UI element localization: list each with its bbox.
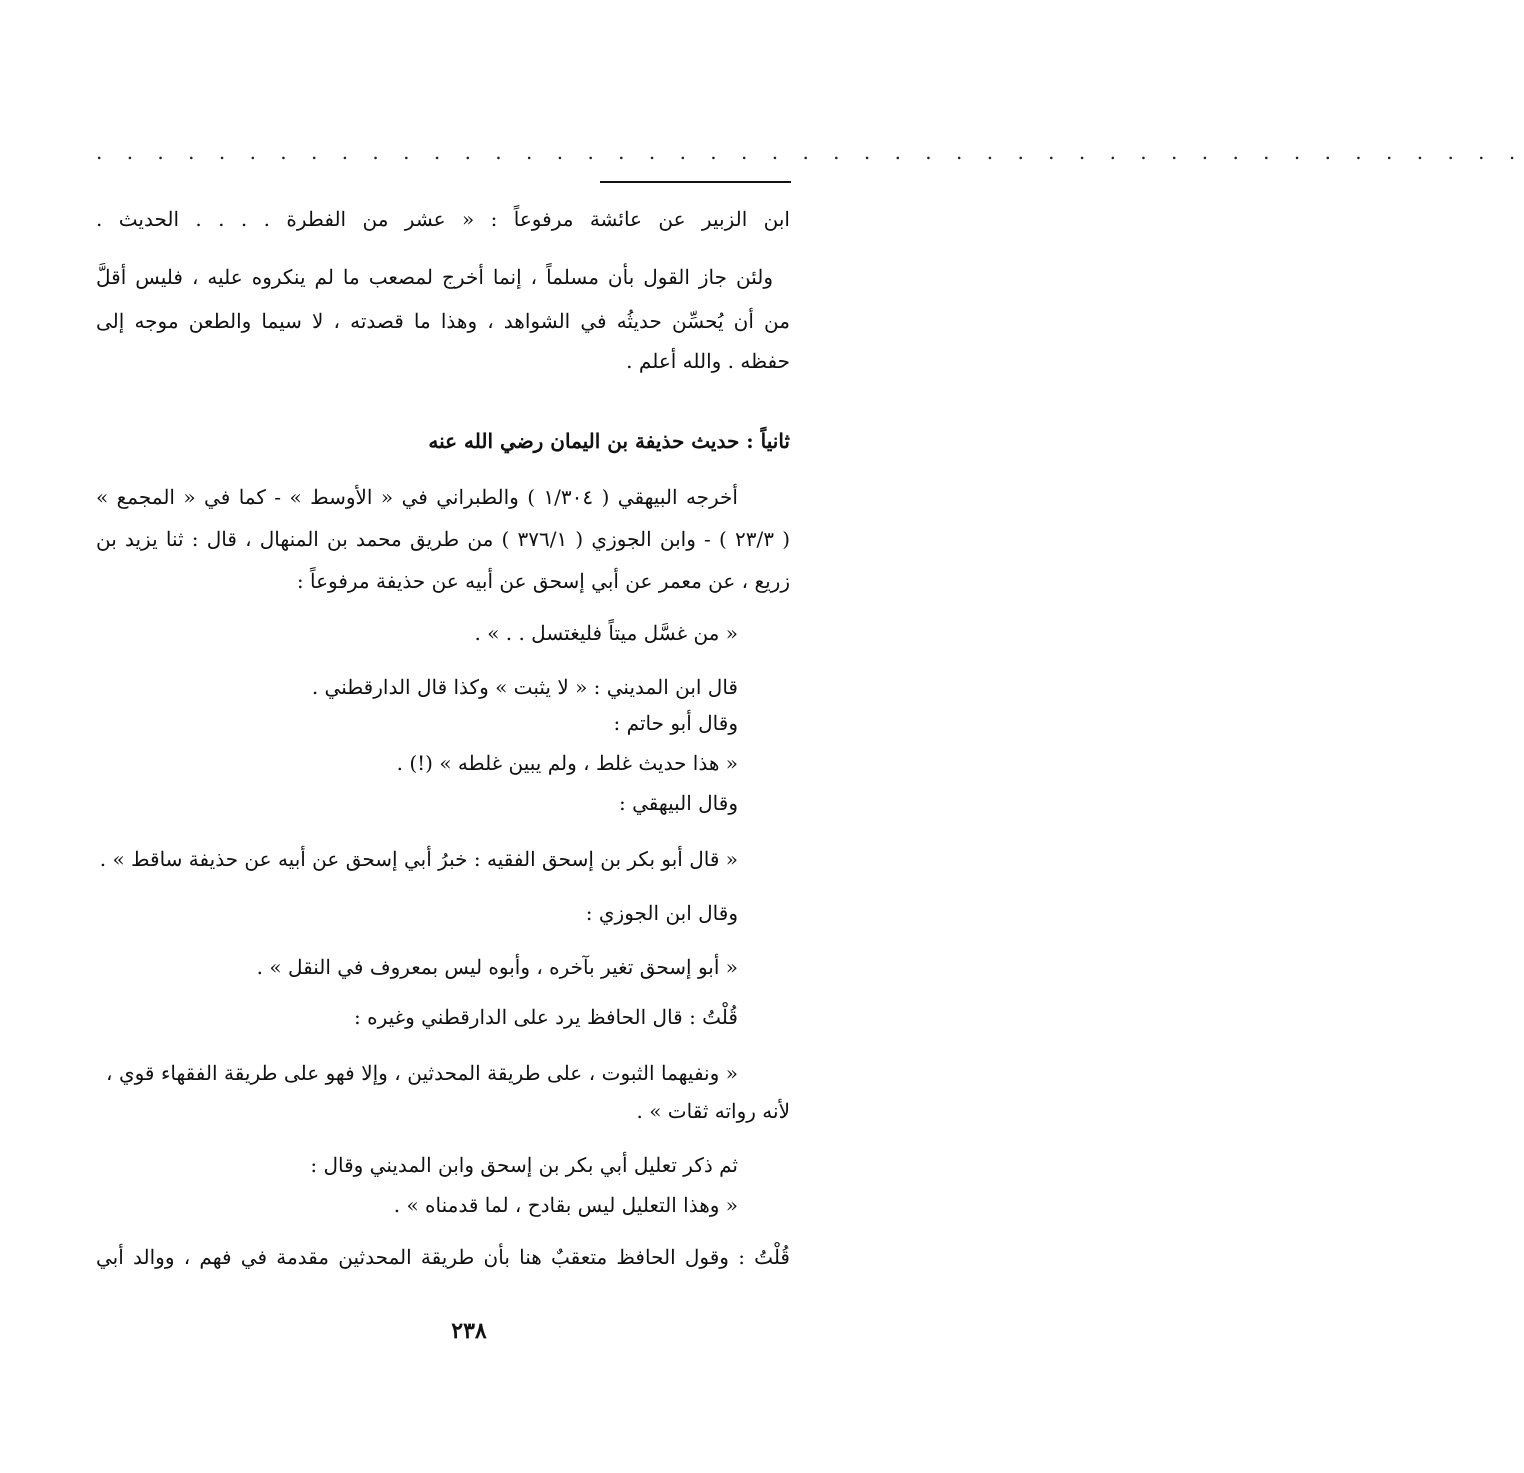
text-line: وقال ابن الجوزي : bbox=[585, 901, 738, 925]
quote-line: « هذا حديث غلط ، ولم يبين غلطه » (!) . bbox=[396, 751, 738, 775]
footnote-rule bbox=[600, 181, 791, 183]
text-line: وقال البيهقي : bbox=[618, 791, 738, 815]
footnote-dotted-separator: . . . . . . . . . . . . . . . . . . . . . . . . . . . . . . . . . . . . . . . . . . . . . . . bbox=[96, 140, 1524, 164]
text-line: قُلْتُ : قال الحافظ يرد على الدارقطني وغيره : bbox=[354, 1005, 738, 1029]
text-line: وقال أبو حاتم : bbox=[613, 711, 738, 735]
quote-line: « من غسَّل ميتاً فليغتسل . . » . bbox=[474, 621, 738, 645]
text-line: زريع ، عن معمر عن أبي إسحق عن أبيه عن حذيفة مرفوعاً : bbox=[296, 569, 790, 593]
page-number: ٢٣٨ bbox=[451, 1318, 487, 1344]
quote-line: « ونفيهما الثبوت ، على طريقة المحدثين ، وإلا فهو على طريقة الفقهاء قوي ، bbox=[106, 1061, 738, 1085]
text-line: ( ٢٣/٣ ) - وابن الجوزي ( ٣٧٦/١ ) من طريق محمد بن المنهال ، قال : ثنا يزيد بن bbox=[96, 527, 791, 551]
section-heading: ثانياً : حديث حذيفة بن اليمان رضي الله عنه bbox=[428, 429, 790, 453]
quote-line: « أبو إسحق تغير بآخره ، وأبوه ليس بمعروف في النقل » . bbox=[256, 955, 738, 979]
text-line: ثم ذكر تعليل أبي بكر بن إسحق وابن المديني وقال : bbox=[310, 1153, 738, 1177]
text-line: ولئن جاز القول بأن مسلماً ، إنما أخرج لمصعب ما لم ينكروه عليه ، فليس أقلَّ bbox=[96, 265, 773, 289]
quote-line: « وهذا التعليل ليس بقادح ، لما قدمناه » . bbox=[393, 1193, 738, 1217]
quote-line: لأنه رواته ثقات » . bbox=[636, 1099, 790, 1123]
text-line: ابن الزبير عن عائشة مرفوعاً : « عشر من الفطرة . . . . الحديث . bbox=[96, 207, 790, 231]
text-line: أخرجه البيهقي ( ١/٣٠٤ ) والطبراني في « الأوسط » - كما في « المجمع » bbox=[96, 485, 738, 509]
text-line: حفظه . والله أعلم . bbox=[626, 349, 790, 373]
text-line: قال ابن المديني : « لا يثبت » وكذا قال الدارقطني . bbox=[311, 675, 738, 699]
text-line: قُلْتُ : وقول الحافظ متعقبٌ هنا بأن طريقة المحدثين مقدمة في فهم ، ووالد أبي bbox=[96, 1245, 790, 1269]
text-line: من أن يُحسِّن حديثُه في الشواهد ، وهذا ما قصدته ، لا سيما والطعن موجه إلى bbox=[96, 309, 790, 333]
quote-line: « قال أبو بكر بن إسحق الفقيه : خبرُ أبي إسحق عن أبيه عن حذيفة ساقط » . bbox=[99, 847, 738, 871]
